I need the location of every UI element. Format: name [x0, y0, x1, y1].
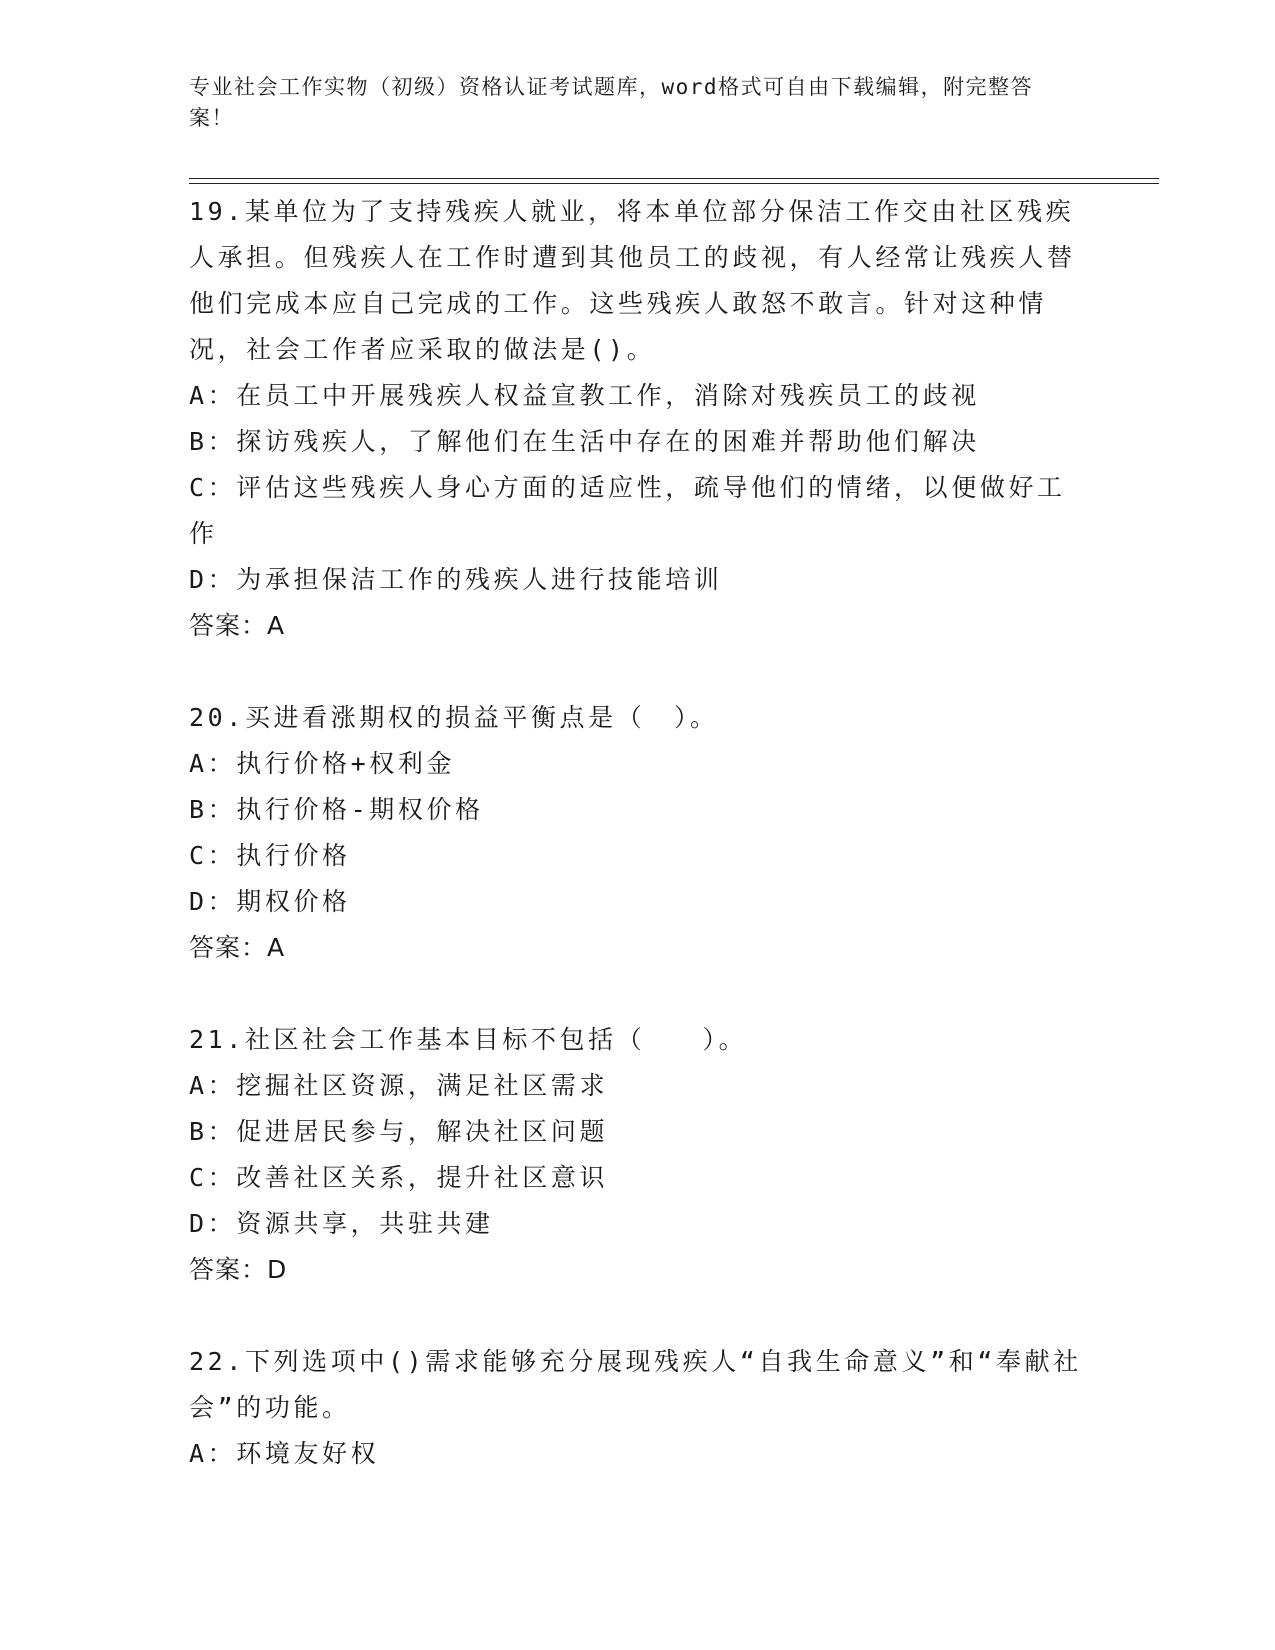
option-d: D：资源共享，共驻共建 — [189, 1209, 494, 1238]
header-rule-bottom — [189, 183, 1159, 184]
question-stem: 19.某单位为了支持残疾人就业，将本单位部分保洁工作交由社区残疾人承担。但残疾人在工作时遭到其他员工的歧视，有人经常让残疾人替他们完成本应自己完成的工作。这些残疾人敢怒不敢言。针对这种情况，社会工作者应采取的做法是()。 — [189, 197, 1076, 364]
question-21 — [189, 1017, 1089, 1293]
option-c: C：改善社区关系，提升社区意识 — [189, 1163, 609, 1192]
option-b: B：促进居民参与，解决社区问题 — [189, 1117, 609, 1146]
question-stem: 20.买进看涨期权的损益平衡点是（ ）。 — [189, 703, 719, 732]
option-b: B：执行价格-期权价格 — [189, 795, 484, 824]
option-d: D：为承担保洁工作的残疾人进行技能培训 — [189, 565, 723, 594]
question-20 — [189, 695, 1089, 971]
question-list — [189, 189, 1089, 1523]
question-22 — [189, 1339, 1089, 1477]
answer: 答案：A — [189, 611, 286, 640]
option-a: A：挖掘社区资源，满足社区需求 — [189, 1071, 609, 1100]
option-c: C：评估这些残疾人身心方面的适应性，疏导他们的情绪，以便做好工作 — [189, 473, 1066, 548]
option-a: A：执行价格+权利金 — [189, 749, 456, 778]
header-rule-top — [189, 178, 1159, 179]
option-a: A：在员工中开展残疾人权益宣教工作，消除对残疾员工的歧视 — [189, 381, 980, 410]
option-d: D：期权价格 — [189, 887, 351, 916]
question-stem: 22.下列选项中()需求能够充分展现残疾人“自我生命意义”和“奉献社会”的功能。 — [189, 1347, 1082, 1422]
option-b: B：探访残疾人，了解他们在生活中存在的困难并帮助他们解决 — [189, 427, 980, 456]
answer: 答案：A — [189, 933, 286, 962]
option-a: A：环境友好权 — [189, 1439, 380, 1468]
option-c: C：执行价格 — [189, 841, 351, 870]
question-stem: 21.社区社会工作基本目标不包括（ ）。 — [189, 1025, 748, 1054]
question-19 — [189, 189, 1089, 649]
header-text: 专业社会工作实物（初级）资格认证考试题库，word格式可自由下载编辑，附完整答案！ — [189, 75, 1034, 130]
document-header — [189, 72, 1069, 134]
answer: 答案：D — [189, 1255, 288, 1284]
